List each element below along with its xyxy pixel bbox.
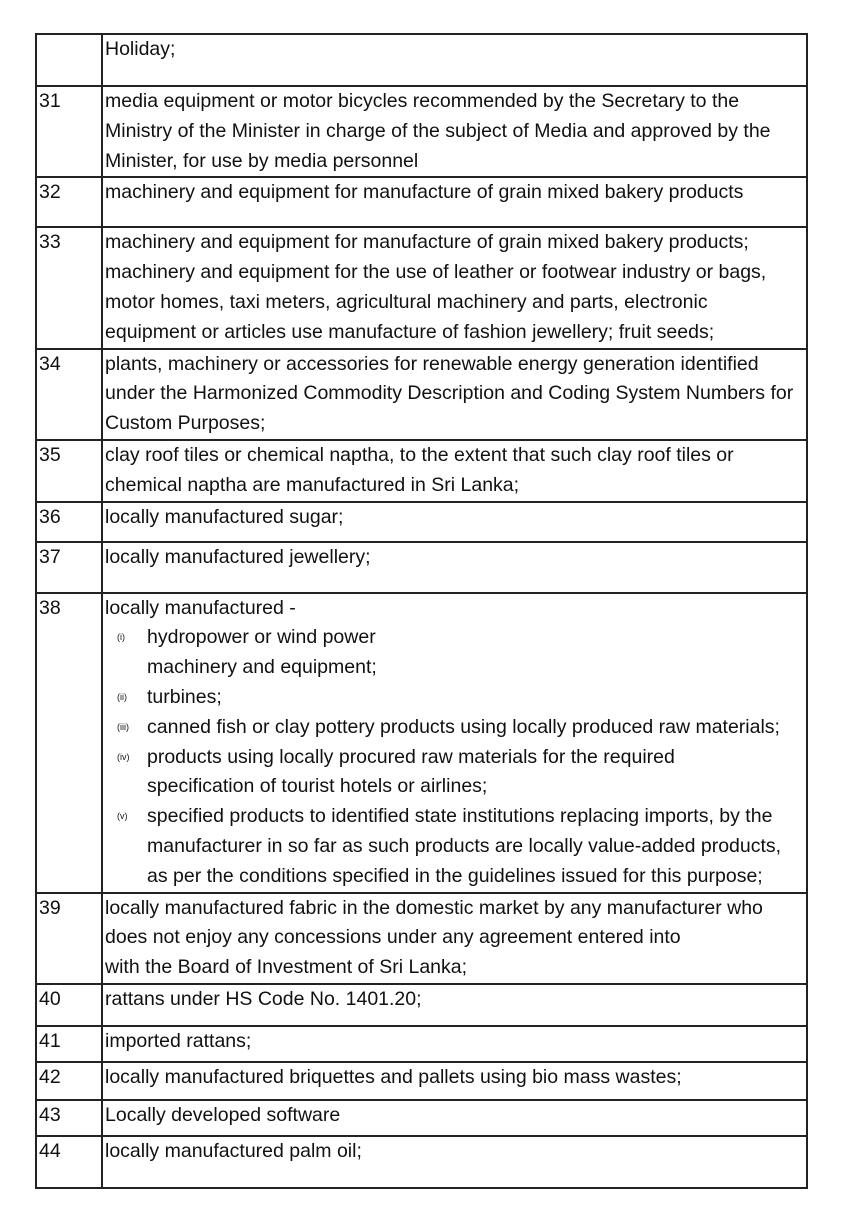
row-number: 43 [36, 1100, 102, 1136]
sub-item-line: specified products to identified state institutions replacing imports, by the [147, 805, 773, 828]
sub-item-marker: (i) [117, 632, 125, 643]
description-line: rattans under HS Code No. 1401.20; [105, 987, 422, 1010]
description-line: motor homes, taxi meters, agricultural machinery and parts, electronic [105, 290, 708, 313]
row-description [102, 227, 807, 348]
description-line: Custom Purposes; [105, 412, 266, 435]
sub-item-line: specification of tourist hotels or airlines; [147, 775, 488, 798]
row-description [102, 1026, 807, 1062]
row-description [102, 542, 807, 593]
description-line: machinery and equipment for manufacture of grain mixed bakery products [105, 181, 744, 204]
table-row [36, 1026, 807, 1062]
sub-item-marker: (v) [117, 811, 128, 822]
description-line: locally manufactured briquettes and pallets using bio mass wastes; [105, 1065, 682, 1088]
row-description [102, 1100, 807, 1136]
sub-item-line: as per the conditions specified in the guidelines issued for this purpose; [147, 864, 763, 887]
description-line: machinery and equipment for the use of leather or footwear industry or bags, [105, 261, 767, 284]
row-number: 34 [36, 349, 102, 440]
row-number: 33 [36, 227, 102, 348]
description-line: plants, machinery or accessories for renewable energy generation identified [105, 352, 759, 375]
sub-item [105, 713, 802, 743]
table-row [36, 893, 807, 984]
sub-item-line: machinery and equipment; [147, 656, 377, 679]
description-line: Minister, for use by media personnel [105, 149, 419, 172]
description-line: locally manufactured fabric in the domestic market by any manufacturer who [105, 896, 763, 919]
row-description [102, 440, 807, 502]
table-row [36, 349, 807, 440]
row-number: 36 [36, 502, 102, 542]
row-description [102, 893, 807, 984]
sub-item-marker: (ii) [117, 691, 127, 702]
row-number [36, 34, 102, 86]
row-number: 38 [36, 593, 102, 893]
sub-item-line: canned fish or clay pottery products using locally produced raw materials; [147, 715, 780, 738]
row-number: 32 [36, 177, 102, 227]
row-number: 44 [36, 1136, 102, 1188]
table-row [36, 34, 807, 86]
description-line: locally manufactured - [105, 596, 296, 619]
row-description [102, 86, 807, 177]
description-line: locally manufactured sugar; [105, 505, 344, 528]
description-line: Ministry of the Minister in charge of the subject of Media and approved by the [105, 119, 771, 142]
table-row [36, 1136, 807, 1188]
sub-item-line: manufacturer in so far as such products are locally value-added products, [147, 834, 782, 857]
table-row [36, 1062, 807, 1100]
description-line: with the Board of Investment of Sri Lanka; [105, 956, 468, 979]
description-line: clay roof tiles or chemical naptha, to the extent that such clay roof tiles or [105, 443, 734, 466]
exemption-table [35, 33, 808, 1189]
sub-item [105, 623, 802, 683]
row-number: 41 [36, 1026, 102, 1062]
description-line: locally manufactured jewellery; [105, 545, 371, 568]
description-line: media equipment or motor bicycles recommended by the Secretary to the [105, 90, 740, 112]
sub-item [105, 683, 802, 713]
row-number: 35 [36, 440, 102, 502]
row-description [102, 593, 807, 893]
row-description [102, 1136, 807, 1188]
description-line: under the Harmonized Commodity Description and Coding System Numbers for [105, 382, 794, 405]
row-number: 39 [36, 893, 102, 984]
row-number: 31 [36, 86, 102, 177]
sub-item-marker: (iii) [117, 721, 129, 732]
description-line: Holiday; [105, 38, 176, 60]
table-row [36, 593, 807, 893]
row-number: 40 [36, 984, 102, 1026]
row-description [102, 34, 807, 86]
description-line: does not enjoy any concessions under any agreement entered into [105, 926, 681, 949]
sub-item [105, 743, 802, 803]
row-description [102, 1062, 807, 1100]
table-row [36, 86, 807, 177]
row-number: 42 [36, 1062, 102, 1100]
table-row [36, 440, 807, 502]
description-line: chemical naptha are manufactured in Sri Lanka; [105, 473, 520, 496]
description-line: machinery and equipment for manufacture of grain mixed bakery products; [105, 231, 749, 254]
table-row [36, 984, 807, 1026]
sub-item [105, 802, 802, 891]
row-description [102, 502, 807, 542]
table-row [36, 542, 807, 593]
table-row [36, 227, 807, 348]
sub-item-marker: (iv) [117, 751, 130, 762]
sub-item-line: products using locally procured raw materials for the required [147, 745, 675, 768]
table-row [36, 502, 807, 542]
table-row [36, 1100, 807, 1136]
row-description [102, 349, 807, 440]
description-line: locally manufactured palm oil; [105, 1139, 362, 1162]
description-line: imported rattans; [105, 1029, 252, 1052]
description-line: equipment or articles use manufacture of fashion jewellery; fruit seeds; [105, 320, 715, 343]
table-row [36, 177, 807, 227]
row-description [102, 177, 807, 227]
sub-item-line: turbines; [147, 685, 222, 708]
description-line: Locally developed software [105, 1103, 341, 1126]
row-number: 37 [36, 542, 102, 593]
row-description [102, 984, 807, 1026]
sub-item-line: hydropower or wind power [147, 626, 376, 649]
